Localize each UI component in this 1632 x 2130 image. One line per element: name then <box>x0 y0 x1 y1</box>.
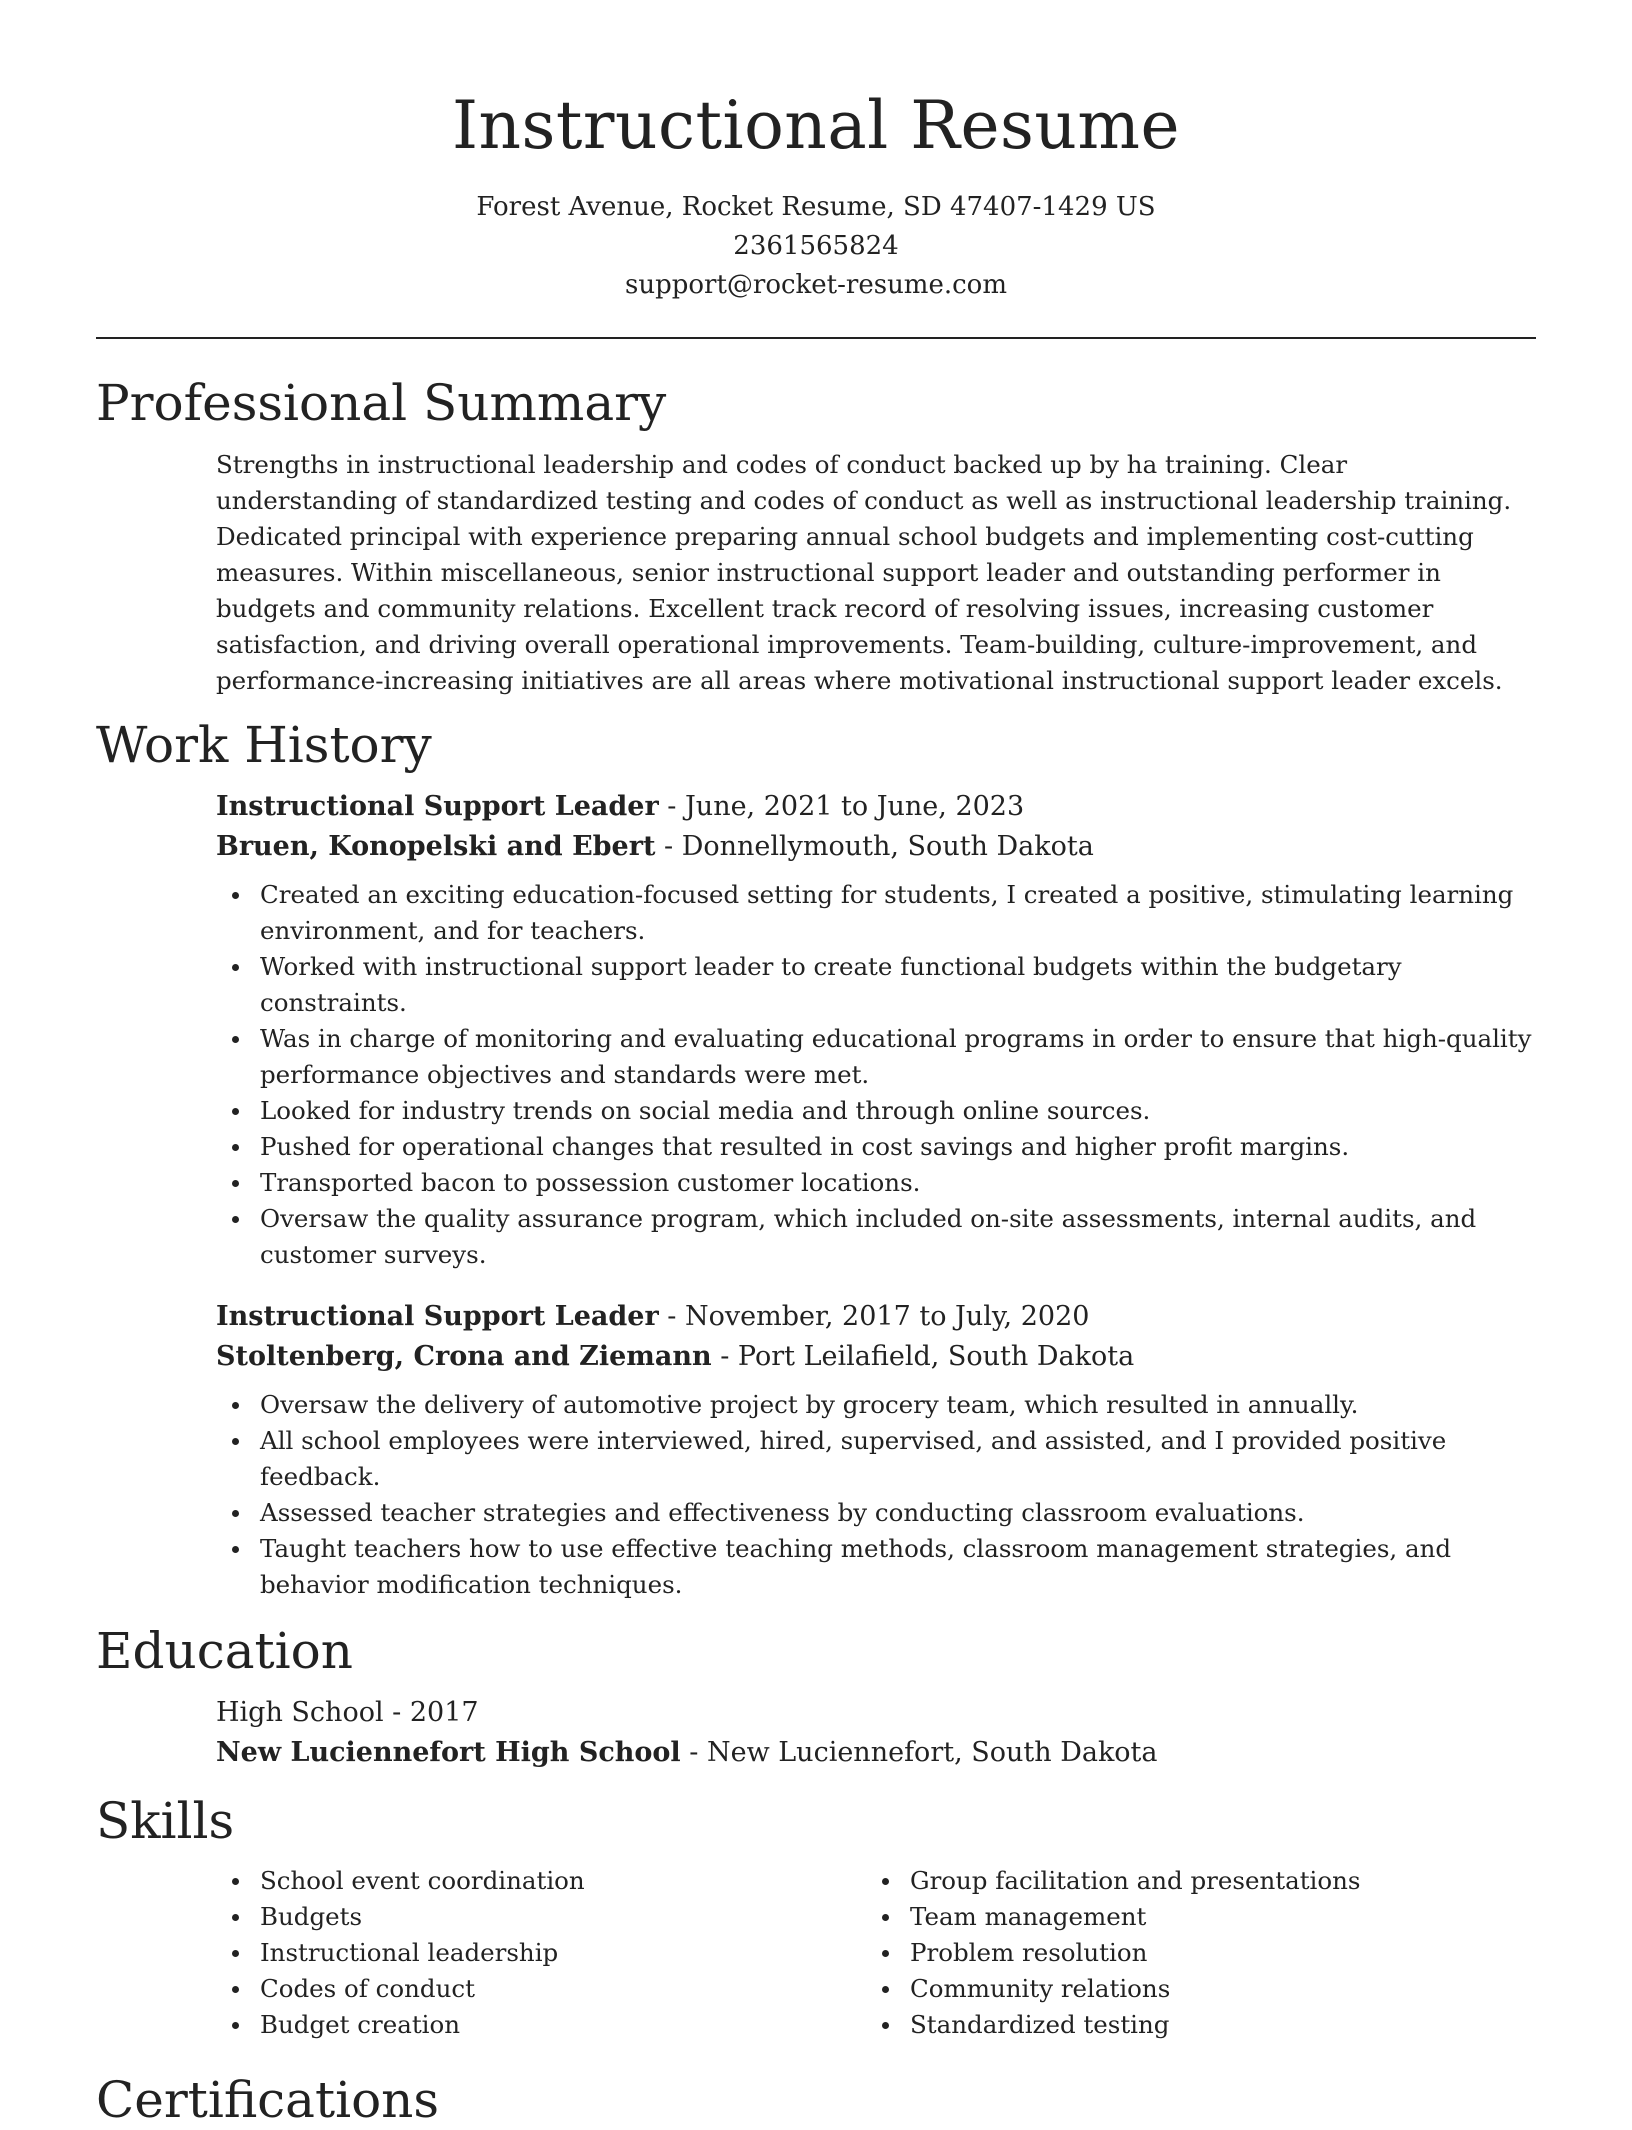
skill-item: Community relations <box>910 1971 1516 2007</box>
work-history-heading: Work History <box>96 716 432 774</box>
skill-item: Budget creation <box>260 2007 866 2043</box>
list-item: Oversaw the delivery of automotive project by grocery team, which resulted in annually. <box>260 1387 1536 1423</box>
list-item: All school employees were interviewed, hired, supervised, and assisted, and I provided positive feedback. <box>260 1423 1536 1495</box>
school-location: - New Luciennefort, South Dakota <box>680 1737 1158 1768</box>
job-duties-list <box>216 1387 1536 1603</box>
summary-section <box>96 373 1536 699</box>
skill-item: Standardized testing <box>910 2007 1516 2043</box>
summary-text: Strengths in instructional leadership and codes of conduct backed up by ha training. Clear understanding of standardized testing and codes of conduct as well as instructional leadership training. Dedicated principal with experience preparing annual school budgets and implementing cost-cutting measures. Within miscellaneous, senior instructional support leader and outstanding performer in budgets and community relations. Excellent track record of resolving issues, increasing customer satisfaction, and driving overall operational improvements. Team-building, culture-improvement, and performance-increasing initiatives are all areas where motivational instructional support leader excels. <box>216 450 1512 695</box>
header-divider <box>96 337 1536 339</box>
job-dates: - November, 2017 to July, 2020 <box>658 1301 1090 1332</box>
candidate-name: Instructional Resume <box>451 87 1181 164</box>
skills-grid <box>216 1863 1536 2043</box>
list-item: Oversaw the quality assurance program, which included on-site assessments, internal audits, and customer surveys. <box>260 1201 1536 1273</box>
job-company: Bruen, Konopelski and Ebert <box>216 831 656 862</box>
job-location: - Port Leilafield, South Dakota <box>711 1341 1135 1372</box>
summary-body <box>216 447 1536 699</box>
skills-list <box>216 1863 866 2043</box>
list-item: Looked for industry trends on social media and through online sources. <box>260 1093 1536 1129</box>
school-line <box>216 1733 1536 1773</box>
list-item: Taught teachers how to use effective teaching methods, classroom management strategies, and behavior modification techniques. <box>260 1531 1536 1603</box>
job-company-line <box>216 827 1536 867</box>
skill-item: Budgets <box>260 1899 866 1935</box>
list-item: Pushed for operational changes that resulted in cost savings and higher profit margins. <box>260 1129 1536 1165</box>
skills-column-right <box>866 1863 1516 2043</box>
work-history-section <box>96 715 1536 1603</box>
email-line: support@rocket-resume.com <box>624 270 1007 300</box>
job-entry <box>216 787 1536 1273</box>
skill-item: Codes of conduct <box>260 1971 866 2007</box>
skills-heading: Skills <box>96 1792 235 1850</box>
job-location: - Donnellymouth, South Dakota <box>655 831 1094 862</box>
address-line: Forest Avenue, Rocket Resume, SD 47407-1429 US <box>476 192 1156 222</box>
skills-column-left <box>216 1863 866 2043</box>
list-item: Transported bacon to possession customer locations. <box>260 1165 1536 1201</box>
certifications-heading: Certifications <box>96 2071 440 2129</box>
job-company: Stoltenberg, Crona and Ziemann <box>216 1341 712 1372</box>
summary-heading: Professional Summary <box>96 374 667 432</box>
job-title-line <box>216 1297 1536 1337</box>
job-role: Instructional Support Leader <box>216 1301 659 1332</box>
job-duties-list <box>216 877 1536 1273</box>
degree-year: - 2017 <box>383 1697 479 1728</box>
job-dates: - June, 2021 to June, 2023 <box>658 791 1025 822</box>
education-heading: Education <box>96 1622 353 1680</box>
job-company-line <box>216 1337 1536 1377</box>
list-item: Assessed teacher strategies and effectiveness by conducting classroom evaluations. <box>260 1495 1536 1531</box>
skill-item: School event coordination <box>260 1863 866 1899</box>
job-entry <box>216 1297 1536 1603</box>
skill-item: Problem resolution <box>910 1935 1516 1971</box>
skill-item: Instructional leadership <box>260 1935 866 1971</box>
skills-list <box>866 1863 1516 2043</box>
list-item: Was in charge of monitoring and evaluating educational programs in order to ensure that high-quality performance objectives and standards were met. <box>260 1021 1536 1093</box>
resume-page <box>96 0 1536 2043</box>
degree-line <box>216 1693 1536 1733</box>
job-title-line <box>216 787 1536 827</box>
skills-section <box>96 1791 1536 2043</box>
education-entry <box>216 1693 1536 1773</box>
phone-line: 2361565824 <box>733 231 899 261</box>
school-name: New Luciennefort High School <box>216 1737 681 1768</box>
skill-item: Team management <box>910 1899 1516 1935</box>
degree-name: High School <box>216 1697 384 1728</box>
list-item: Worked with instructional support leader to create functional budgets within the budgetary constraints. <box>260 949 1536 1021</box>
job-role: Instructional Support Leader <box>216 791 659 822</box>
skill-item: Group facilitation and presentations <box>910 1863 1516 1899</box>
list-item: Created an exciting education-focused setting for students, I created a positive, stimulating learning environment, and for teachers. <box>260 877 1536 949</box>
resume-header <box>96 0 1536 305</box>
contact-block <box>96 188 1536 305</box>
education-section <box>96 1621 1536 1773</box>
